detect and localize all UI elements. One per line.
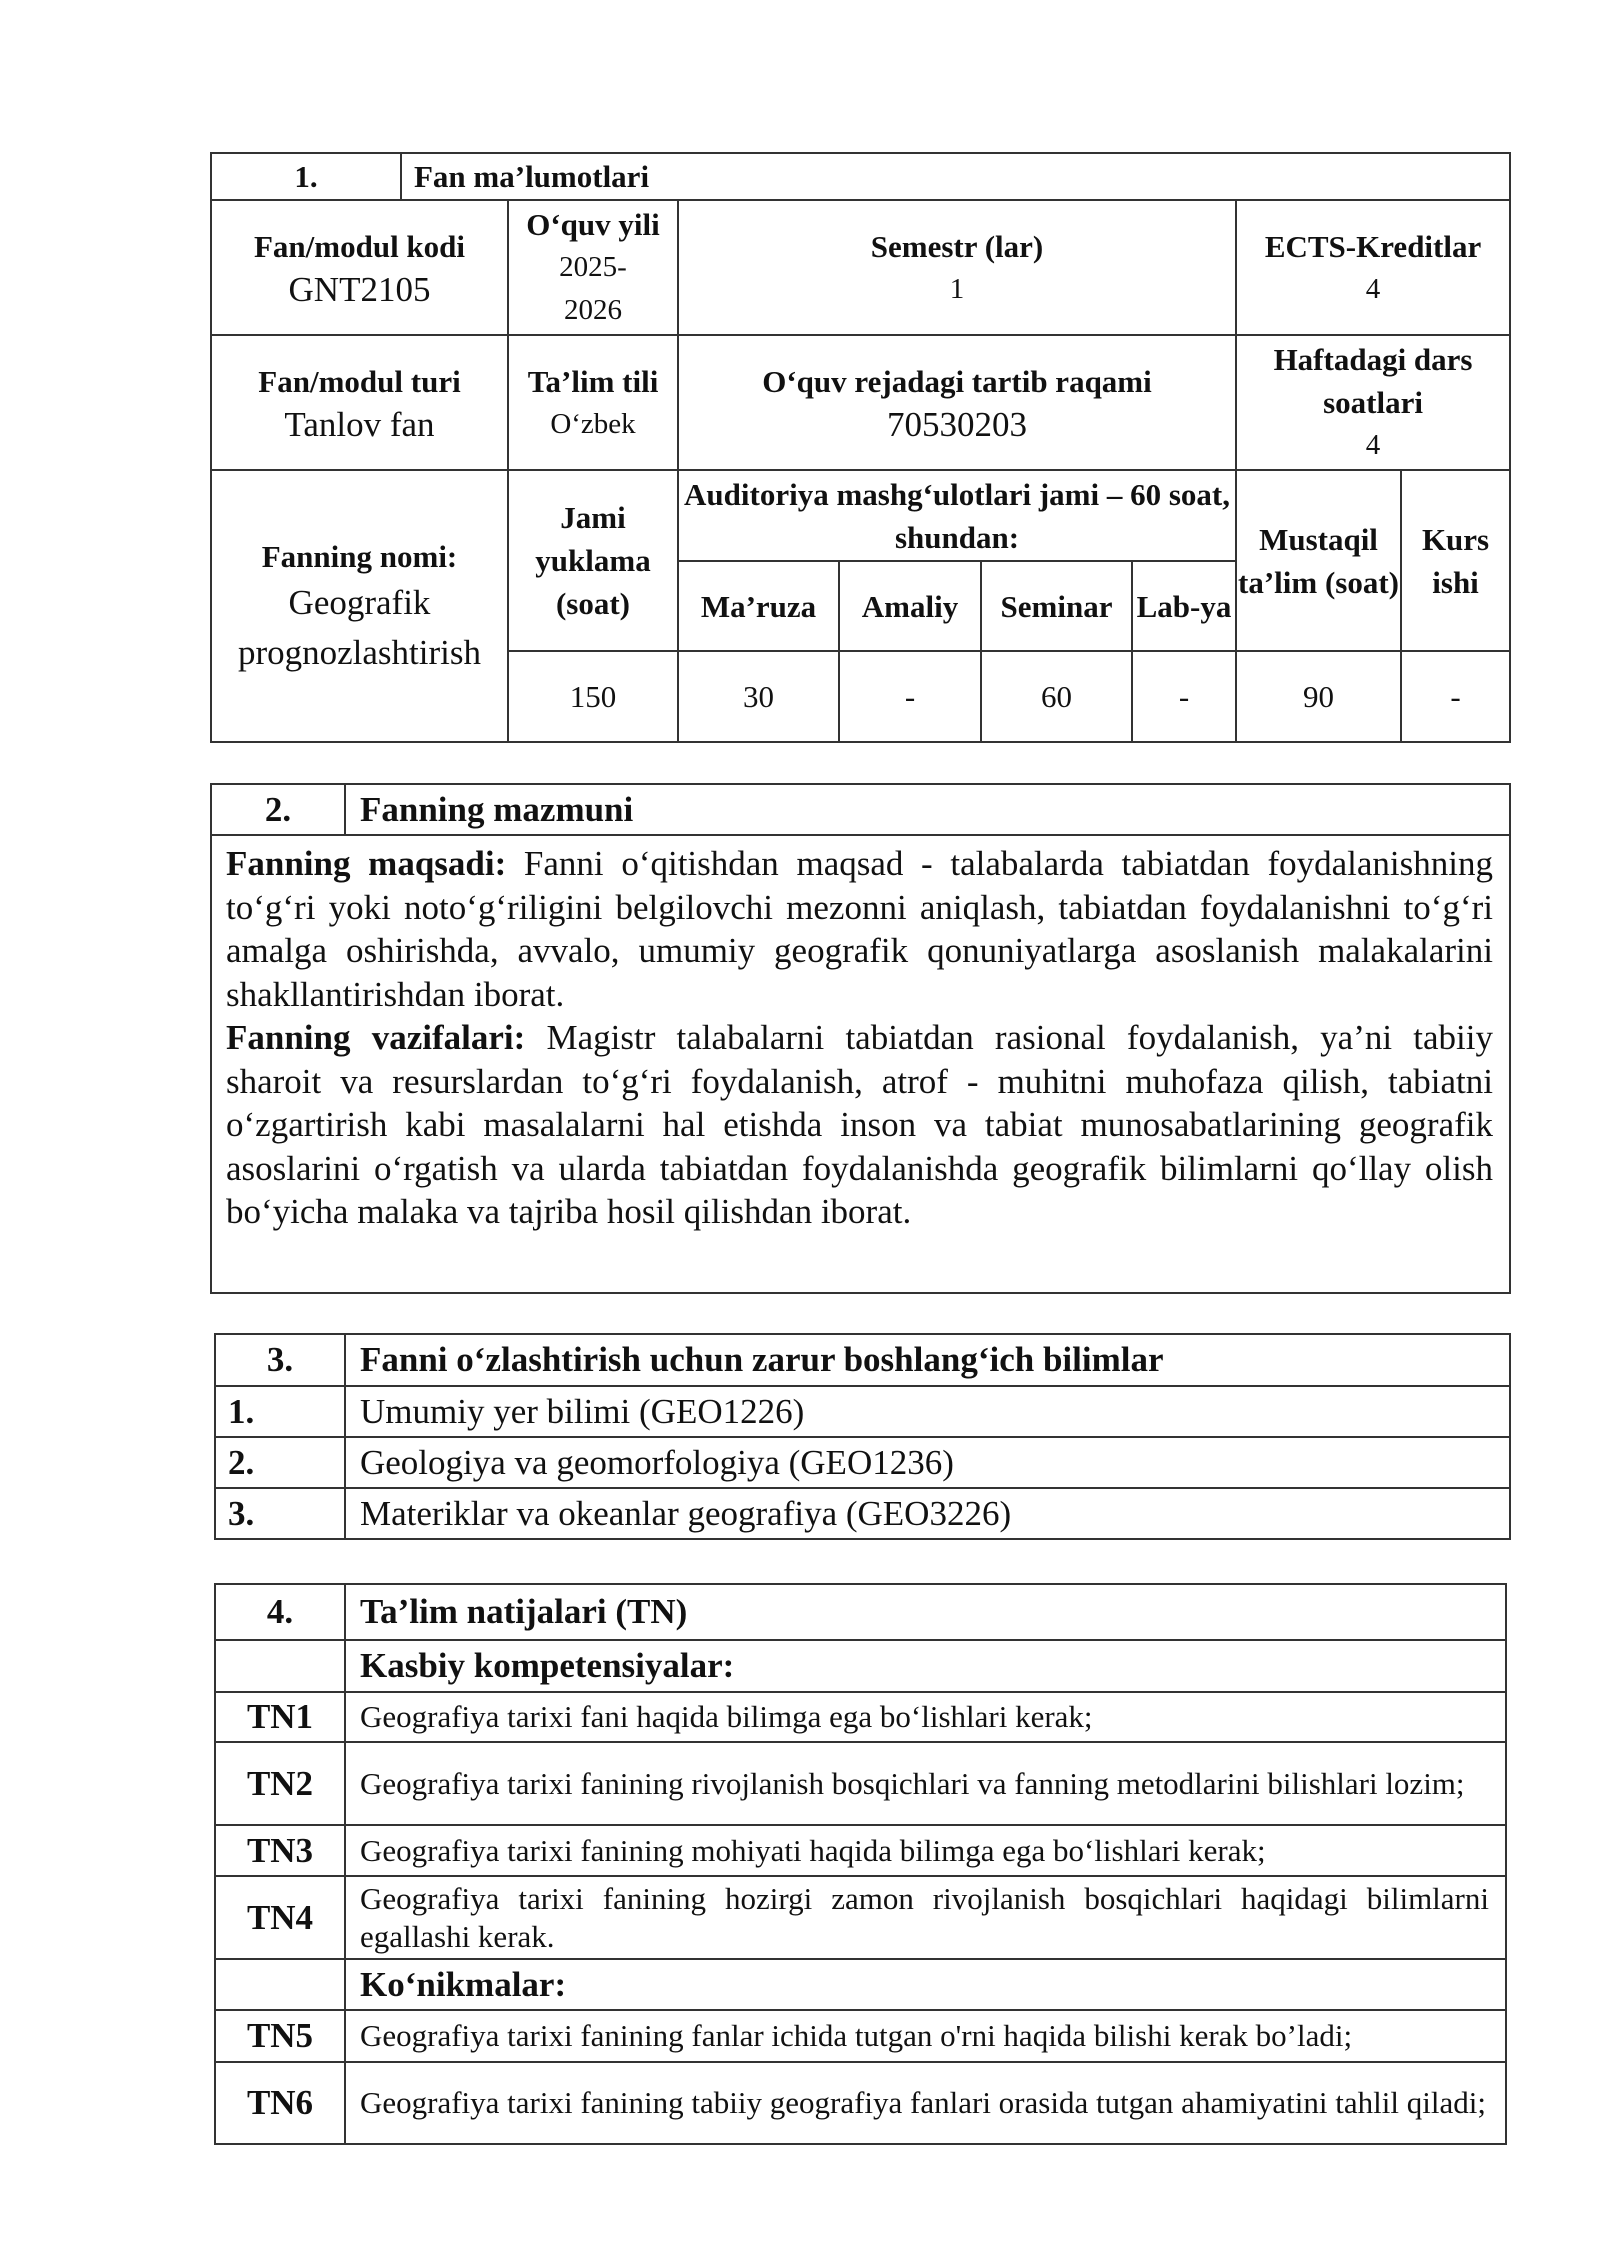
name-label: Fanning nomi:: [261, 538, 458, 574]
type-value: Tanlov fan: [284, 404, 435, 444]
section2-content: [211, 835, 1510, 1293]
section4-table: [214, 1583, 1507, 2145]
outcome-text: Geografiya tarixi fanining hozirgi zamon rivojlanish bosqichlari haqidagi bilimlarni egallashi kerak.: [345, 1876, 1506, 1959]
outcome-code: TN3: [215, 1825, 345, 1876]
skills-heading: Ko‘nikmalar:: [345, 1959, 1506, 2010]
section2-title: Fanning mazmuni: [345, 784, 1510, 835]
tasks-paragraph: [226, 1016, 1493, 1234]
code-value: GNT2105: [288, 269, 431, 309]
type-cell: [211, 335, 508, 470]
prereq-number: 1.: [215, 1386, 345, 1437]
order-label: O‘quv rejadagi tartib raqami: [762, 363, 1152, 399]
outcome-text: Geografiya tarixi fanining mohiyati haqida bilimga ega bo‘lishlari kerak;: [345, 1825, 1506, 1876]
order-value: 70530203: [887, 404, 1027, 444]
outcome-text: Geografiya tarixi fanining rivojlanish bosqichlari va fanning metodlarini bilishlari lozim;: [345, 1742, 1506, 1825]
practice-hours: -: [839, 651, 981, 742]
outcome-text: Geografiya tarixi fanining fanlar ichida tutgan o'rni haqida bilishi kerak bo’ladi;: [345, 2010, 1506, 2062]
outcome-code: TN2: [215, 1742, 345, 1825]
semester-value: 1: [949, 272, 965, 305]
tasks-label: Fanning vazifalari:: [226, 1018, 526, 1057]
goal-paragraph: [226, 842, 1493, 1016]
practice-label: Amaliy: [839, 561, 981, 651]
name-cell: [211, 470, 508, 742]
section3-title: Fanni o‘zlashtirish uchun zarur boshlang‘ich bilimlar: [345, 1334, 1510, 1386]
section1-table: [210, 152, 1511, 743]
competencies-heading: Kasbiy kompetensiyalar:: [345, 1640, 1506, 1692]
table-row: [215, 2010, 1506, 2062]
prereq-number: 2.: [215, 1437, 345, 1488]
lang-cell: [508, 335, 678, 470]
table-row: [215, 1692, 1506, 1742]
code-cell: [211, 200, 508, 335]
section1-title: Fan ma’lumotlari: [401, 153, 1510, 200]
table-row: [215, 1437, 1510, 1488]
tasks-text: Magistr talabalarni tabiatdan rasional foydalanish, ya’ni tabiiy sharoit va resurslardan to‘g‘ri foydalanish, atrof - muhitni muhofaza qilish, tabiatni o‘zgartirish kabi masalalarni hal etishda inson va tabiat munosabatlarining geografik asoslarini o‘rgatish va ularda tabiatdan foydalanishda geografik bilimlarni qo‘llay olish bo‘yicha malaka va tajriba hosil qilishdan iborat.: [226, 1018, 1493, 1231]
lab-label: Lab-ya: [1132, 561, 1236, 651]
ects-value: 4: [1365, 272, 1381, 305]
prereq-text: Geologiya va geomorfologiya (GEO1236): [345, 1437, 1510, 1488]
weekly-cell: [1236, 335, 1510, 470]
weekly-label: Haftadagi dars soatlari: [1273, 342, 1473, 420]
empty-cell: [215, 1640, 345, 1692]
independent-label: Mustaqil ta’lim (soat): [1236, 470, 1401, 651]
total-hours: 150: [508, 651, 678, 742]
course-label: Kurs ishi: [1401, 470, 1510, 651]
goal-text: Fanni o‘qitishdan maqsad - talabalarda tabiatdan foydalanishning to‘g‘ri yoki noto‘g‘riligini belgilovchi mezonni aniqlash, tabiatdan foydalanishni to‘g‘ri amalga oshirishda, avvalo, umumiy geografik qonuniyatlarga asoslanish malakalarini shakllantirishdan iborat.: [226, 844, 1493, 1014]
ects-cell: [1236, 200, 1510, 335]
auditorium-label: Auditoriya mashg‘ulotlari jami – 60 soat, shundan:: [678, 470, 1236, 561]
name-value: Geografik prognozlashtirish: [237, 582, 482, 672]
table-row: [215, 2062, 1506, 2144]
prereq-text: Umumiy yer bilimi (GEO1226): [345, 1386, 1510, 1437]
year-cell: [508, 200, 678, 335]
section3-table: [214, 1333, 1511, 1540]
outcome-code: TN6: [215, 2062, 345, 2144]
lab-hours: -: [1132, 651, 1236, 742]
section1-number: 1.: [211, 153, 401, 200]
seminar-label: Seminar: [981, 561, 1132, 651]
lang-value: O‘zbek: [550, 407, 636, 440]
prereq-number: 3.: [215, 1488, 345, 1539]
order-cell: [678, 335, 1236, 470]
table-row: [215, 1876, 1506, 1959]
lecture-label: Ma’ruza: [678, 561, 839, 651]
outcome-code: TN4: [215, 1876, 345, 1959]
section3-number: 3.: [215, 1334, 345, 1386]
type-label: Fan/modul turi: [258, 363, 461, 399]
outcome-code: TN5: [215, 2010, 345, 2062]
year-label: O‘quv yili: [526, 207, 660, 242]
total-label: Jami yuklama (soat): [508, 470, 678, 651]
year-value: 2025- 2026: [559, 251, 627, 326]
table-row: [215, 1488, 1510, 1539]
goal-label: Fanning maqsadi:: [226, 844, 507, 883]
section4-title: Ta’lim natijalari (TN): [345, 1584, 1506, 1640]
outcome-code: TN1: [215, 1692, 345, 1742]
table-row: [215, 1742, 1506, 1825]
empty-cell: [215, 1959, 345, 2010]
table-row: [215, 1825, 1506, 1876]
course-work-hours: -: [1401, 651, 1510, 742]
lecture-hours: 30: [678, 651, 839, 742]
section2-table: [210, 783, 1511, 1294]
ects-label: ECTS-Kreditlar: [1264, 228, 1482, 264]
table-row: [215, 1386, 1510, 1437]
outcome-text: Geografiya tarixi fani haqida bilimga ega bo‘lishlari kerak;: [345, 1692, 1506, 1742]
prereq-text: Materiklar va okeanlar geografiya (GEO3226): [345, 1488, 1510, 1539]
section2-number: 2.: [211, 784, 345, 835]
independent-hours: 90: [1236, 651, 1401, 742]
semester-cell: [678, 200, 1236, 335]
seminar-hours: 60: [981, 651, 1132, 742]
code-label: Fan/modul kodi: [253, 228, 466, 264]
section4-number: 4.: [215, 1584, 345, 1640]
weekly-value: 4: [1365, 429, 1381, 461]
lang-label: Ta’lim tili: [527, 363, 659, 399]
semester-label: Semestr (lar): [870, 228, 1044, 264]
outcome-text: Geografiya tarixi fanining tabiiy geografiya fanlari orasida tutgan ahamiyatini tahlil qiladi;: [345, 2062, 1506, 2144]
